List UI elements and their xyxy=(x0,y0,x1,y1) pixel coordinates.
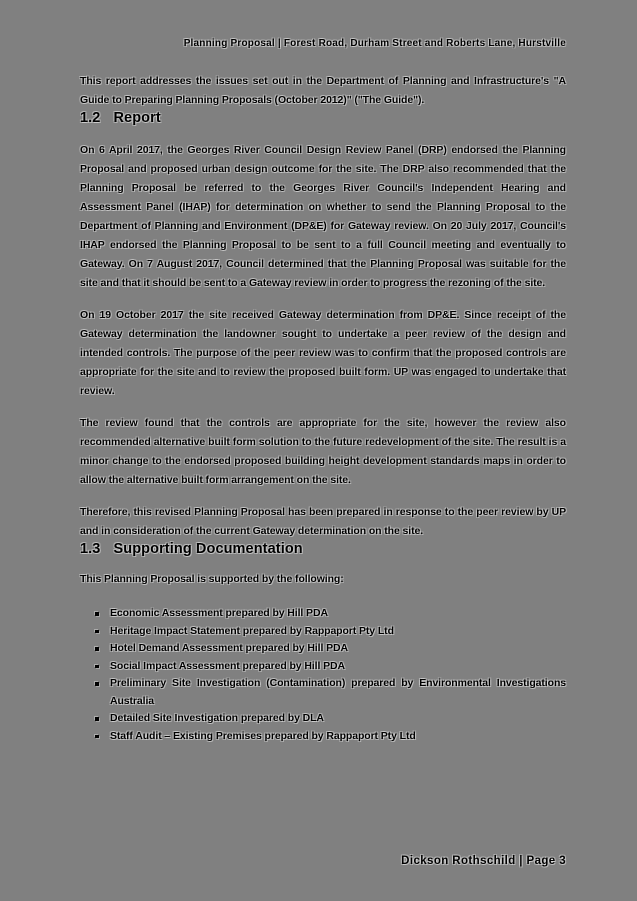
bullet-icon xyxy=(95,682,99,686)
bullet-icon xyxy=(95,735,99,739)
bullet-icon xyxy=(95,717,99,721)
list-item xyxy=(80,605,566,623)
section-title: Report xyxy=(113,110,161,126)
list-item-text: Preliminary Site Investigation (Contamination) prepared by Environmental Investigations Australia xyxy=(110,677,566,707)
report-paragraph: On 19 October 2017 the site received Gateway determination from DP&E. Since receipt of the Gateway determination the landowner sought to undertake a peer review of the design and intended controls. The purpose of the peer review was to confirm that the proposed controls are appropriate for the site and to review the proposed built form. UP was engaged to undertake that review. xyxy=(80,309,566,397)
list-item-text: Heritage Impact Statement prepared by Rappaport Pty Ltd xyxy=(110,624,394,637)
intro-paragraph: This report addresses the issues set out in the Department of Planning and Infrastructure's "A Guide to Preparing Planning Proposals (October 2012)" ("The Guide"). xyxy=(80,75,566,106)
supporting-docs-lead: This Planning Proposal is supported by the following: xyxy=(80,573,344,585)
list-item xyxy=(80,710,566,728)
section-heading-supporting-documentation xyxy=(80,541,566,558)
list-item-text: Social Impact Assessment prepared by Hill PDA xyxy=(110,659,345,672)
list-item xyxy=(80,728,566,746)
section-heading-report xyxy=(80,110,566,127)
bullet-icon xyxy=(95,647,99,651)
list-item-text: Detailed Site Investigation prepared by DLA xyxy=(110,712,324,724)
list-item-text: Hotel Demand Assessment prepared by Hill PDA xyxy=(110,642,348,654)
list-item-text: Staff Audit – Existing Premises prepared by Rappaport Pty Ltd xyxy=(110,729,416,742)
supporting-docs-list xyxy=(80,605,566,745)
report-paragraph: On 6 April 2017, the Georges River Council Design Review Panel (DRP) endorsed the Planning Proposal and proposed urban design outcome for the site. The DRP also recommended that the Planning Proposal be referred to the Georges River Council's Independent Hearing and Assessment Panel (IHAP) for determination on whether to send the Planning Proposal to the Department of Planning and Environment (DP&E) for Gateway review. On 20 July 2017, Council's IHAP endorsed the Planning Proposal to be sent to a full Council meeting and eventually to Gateway. On 7 August 2017, Council determined that the Planning Proposal was suitable for the site and that it should be sent to a Gateway review in order to progress the rezoning of the site. xyxy=(80,144,566,289)
bullet-icon xyxy=(95,665,99,669)
list-item-text: Economic Assessment prepared by Hill PDA xyxy=(110,607,328,619)
report-paragraph: Therefore, this revised Planning Proposal has been prepared in response to the peer review by UP and in consideration of the current Gateway determination on the site. xyxy=(80,506,566,537)
bullet-icon xyxy=(95,612,99,616)
section-number: 1.2 xyxy=(80,110,101,126)
bullet-icon xyxy=(95,630,99,634)
list-item xyxy=(80,658,566,676)
page-header: Planning Proposal | Forest Road, Durham Street and Roberts Lane, Hurstville xyxy=(183,38,566,49)
section-title: Supporting Documentation xyxy=(113,541,303,557)
list-item xyxy=(80,623,566,641)
list-item xyxy=(80,640,566,658)
section-number: 1.3 xyxy=(80,541,101,557)
page-footer: Dickson Rothschild | Page 3 xyxy=(401,855,566,867)
report-paragraph: The review found that the controls are appropriate for the site, however the review also recommended alternative built form solution to the future redevelopment of the site. The result is a minor change to the endorsed proposed building height development standards maps in order to allow the alternative built form arrangement on the site. xyxy=(80,417,566,486)
list-item xyxy=(80,675,566,710)
